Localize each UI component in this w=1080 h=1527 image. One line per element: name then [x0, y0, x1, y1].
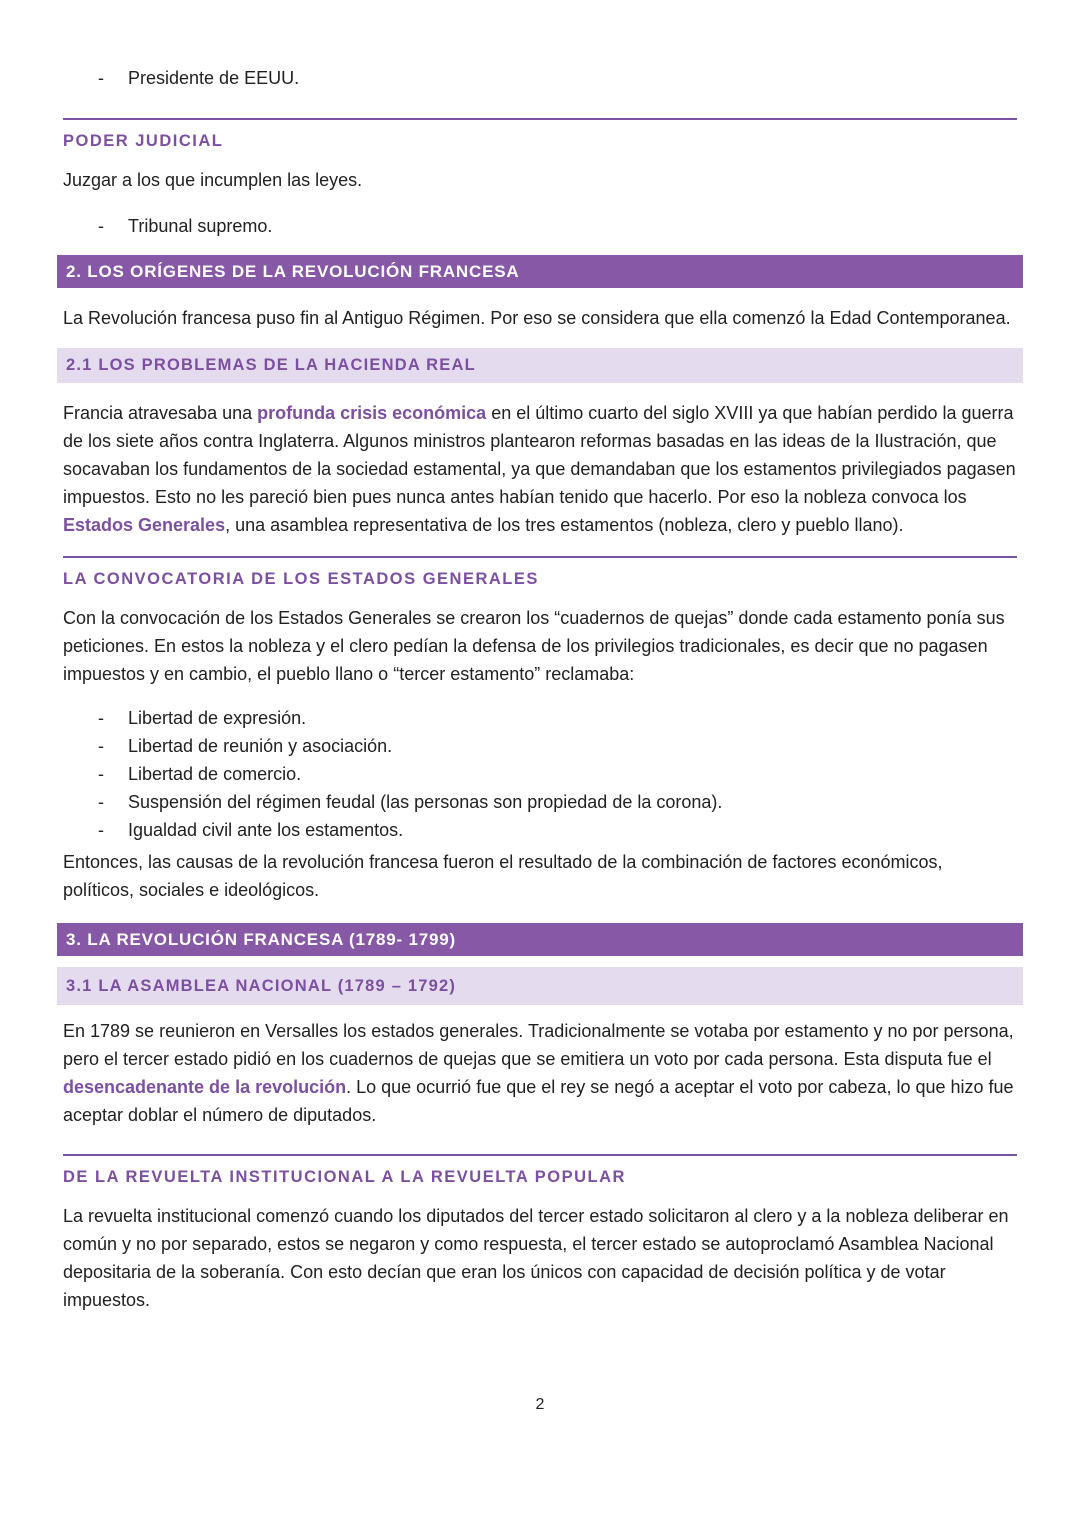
heading-revuelta: DE LA REVUELTA INSTITUCIONAL A LA REVUELTA POPULAR	[63, 1168, 626, 1186]
section-2-banner	[57, 255, 1023, 288]
section-2-1-banner-title: 2.1 LOS PROBLEMAS DE LA HACIENDA REAL	[66, 356, 476, 374]
list-item	[98, 64, 1017, 92]
paragraph-hacienda-real	[63, 399, 1017, 539]
poder-judicial-bullet-list	[63, 212, 1017, 240]
list-item	[98, 704, 1017, 732]
bullet-text: - Tribunal supremo.	[128, 216, 273, 236]
intro-bullet-list	[63, 64, 1017, 92]
paragraph-revuelta: La revuelta institucional comenzó cuando los diputados del tercer estado solicitaron al clero y a la nobleza deliberar en común y no por separado, estos se negaron y como respuesta, el tercer estado se autoproclamó Asamblea Nacional depositaria de la soberanía. Con esto decían que eran los únicos con capacidad de decisión política y de votar impuestos.	[63, 1206, 1009, 1310]
section-2-banner-title: 2. LOS ORÍGENES DE LA REVOLUCIÓN FRANCESA	[66, 261, 520, 281]
highlight-crisis-economica: profunda crisis económica	[257, 403, 487, 423]
paragraph-segment: En 1789 se reunieron en Versalles los estados generales. Tradicionalmente se votaba por estamento y no por persona, pero el tercer estado pidió en los cuadernos de quejas que se emitiera un voto por cada persona. Esta disputa fue el	[63, 1021, 1014, 1069]
heading-poder-judicial: PODER JUDICIAL	[63, 132, 224, 150]
section-divider-line	[63, 1154, 1017, 1156]
bullet-text: - Presidente de EEUU.	[128, 68, 300, 88]
section-3-1-banner-title: 3.1 LA ASAMBLEA NACIONAL (1789 – 1792)	[66, 976, 457, 995]
list-item	[98, 732, 1017, 760]
list-item	[98, 816, 1017, 844]
paragraph-segment: Francia atravesaba una	[63, 403, 258, 423]
section-divider-line	[63, 556, 1017, 558]
paragraph-segment: en el último cuarto del siglo XVIII ya que habían perdido la guerra de los siete años contra Inglaterra. Algunos ministros plantearon reformas basadas en las ideas de la Ilustración, que socavaban los fundamentos de la sociedad estamental, ya que demandaban que los estamentos privilegiados pagasen impuestos. Esto no les pareció bien pues nunca antes habían tenido que hacerlo. Por eso la nobleza convoca los	[63, 403, 1016, 507]
page-number: 2	[535, 1396, 545, 1413]
bullet-text: - Libertad de expresión.	[128, 708, 307, 728]
section-3-1-banner	[57, 967, 1023, 1005]
paragraph-poder-judicial: Juzgar a los que incumplen las leyes.	[63, 170, 363, 190]
section-3-banner-title: 3. LA REVOLUCIÓN FRANCESA (1789- 1799)	[66, 929, 456, 949]
paragraph-convocatoria: Con la convocación de los Estados Generales se crearon los “cuadernos de quejas” donde cada estamento ponía sus peticiones. En estos la nobleza y el clero pedían la defensa de los privilegios tradicionales, es decir que no pagasen impuestos y en cambio, el pueblo llano o “tercer estamento” reclamaba:	[63, 608, 1005, 684]
section-3-banner	[57, 923, 1023, 956]
paragraph-segment: . Lo que ocurrió fue que el rey se negó a aceptar el voto por cabeza, lo que hizo fue aceptar doblar el número de diputados.	[63, 1077, 1014, 1125]
reclamos-bullet-list	[63, 704, 1017, 844]
section-2-1-banner	[57, 348, 1023, 383]
bullet-text: - Libertad de comercio.	[128, 764, 302, 784]
bullet-text: - Libertad de reunión y asociación.	[128, 736, 393, 756]
paragraph-asamblea-nacional	[63, 1017, 1017, 1129]
heading-convocatoria: LA CONVOCATORIA DE LOS ESTADOS GENERALES	[63, 570, 539, 588]
list-item	[98, 788, 1017, 816]
list-item	[98, 212, 1017, 240]
section-divider-line	[63, 118, 1017, 120]
bullet-text: - Igualdad civil ante los estamentos.	[128, 820, 404, 840]
list-item	[98, 760, 1017, 788]
bullet-text: - Suspensión del régimen feudal (las personas son propiedad de la corona).	[128, 792, 723, 812]
paragraph-causas: Entonces, las causas de la revolución francesa fueron el resultado de la combinación de factores económicos, políticos, sociales e ideológicos.	[63, 852, 943, 900]
highlight-estados-generales: Estados Generales	[63, 515, 226, 535]
paragraph-segment: , una asamblea representativa de los tres estamentos (nobleza, clero y pueblo llano).	[225, 515, 904, 535]
highlight-desencadenante: desencadenante de la revolución	[63, 1077, 347, 1097]
paragraph-section-2-intro: La Revolución francesa puso fin al Antiguo Régimen. Por eso se considera que ella comenzó la Edad Contemporanea.	[63, 308, 1011, 328]
